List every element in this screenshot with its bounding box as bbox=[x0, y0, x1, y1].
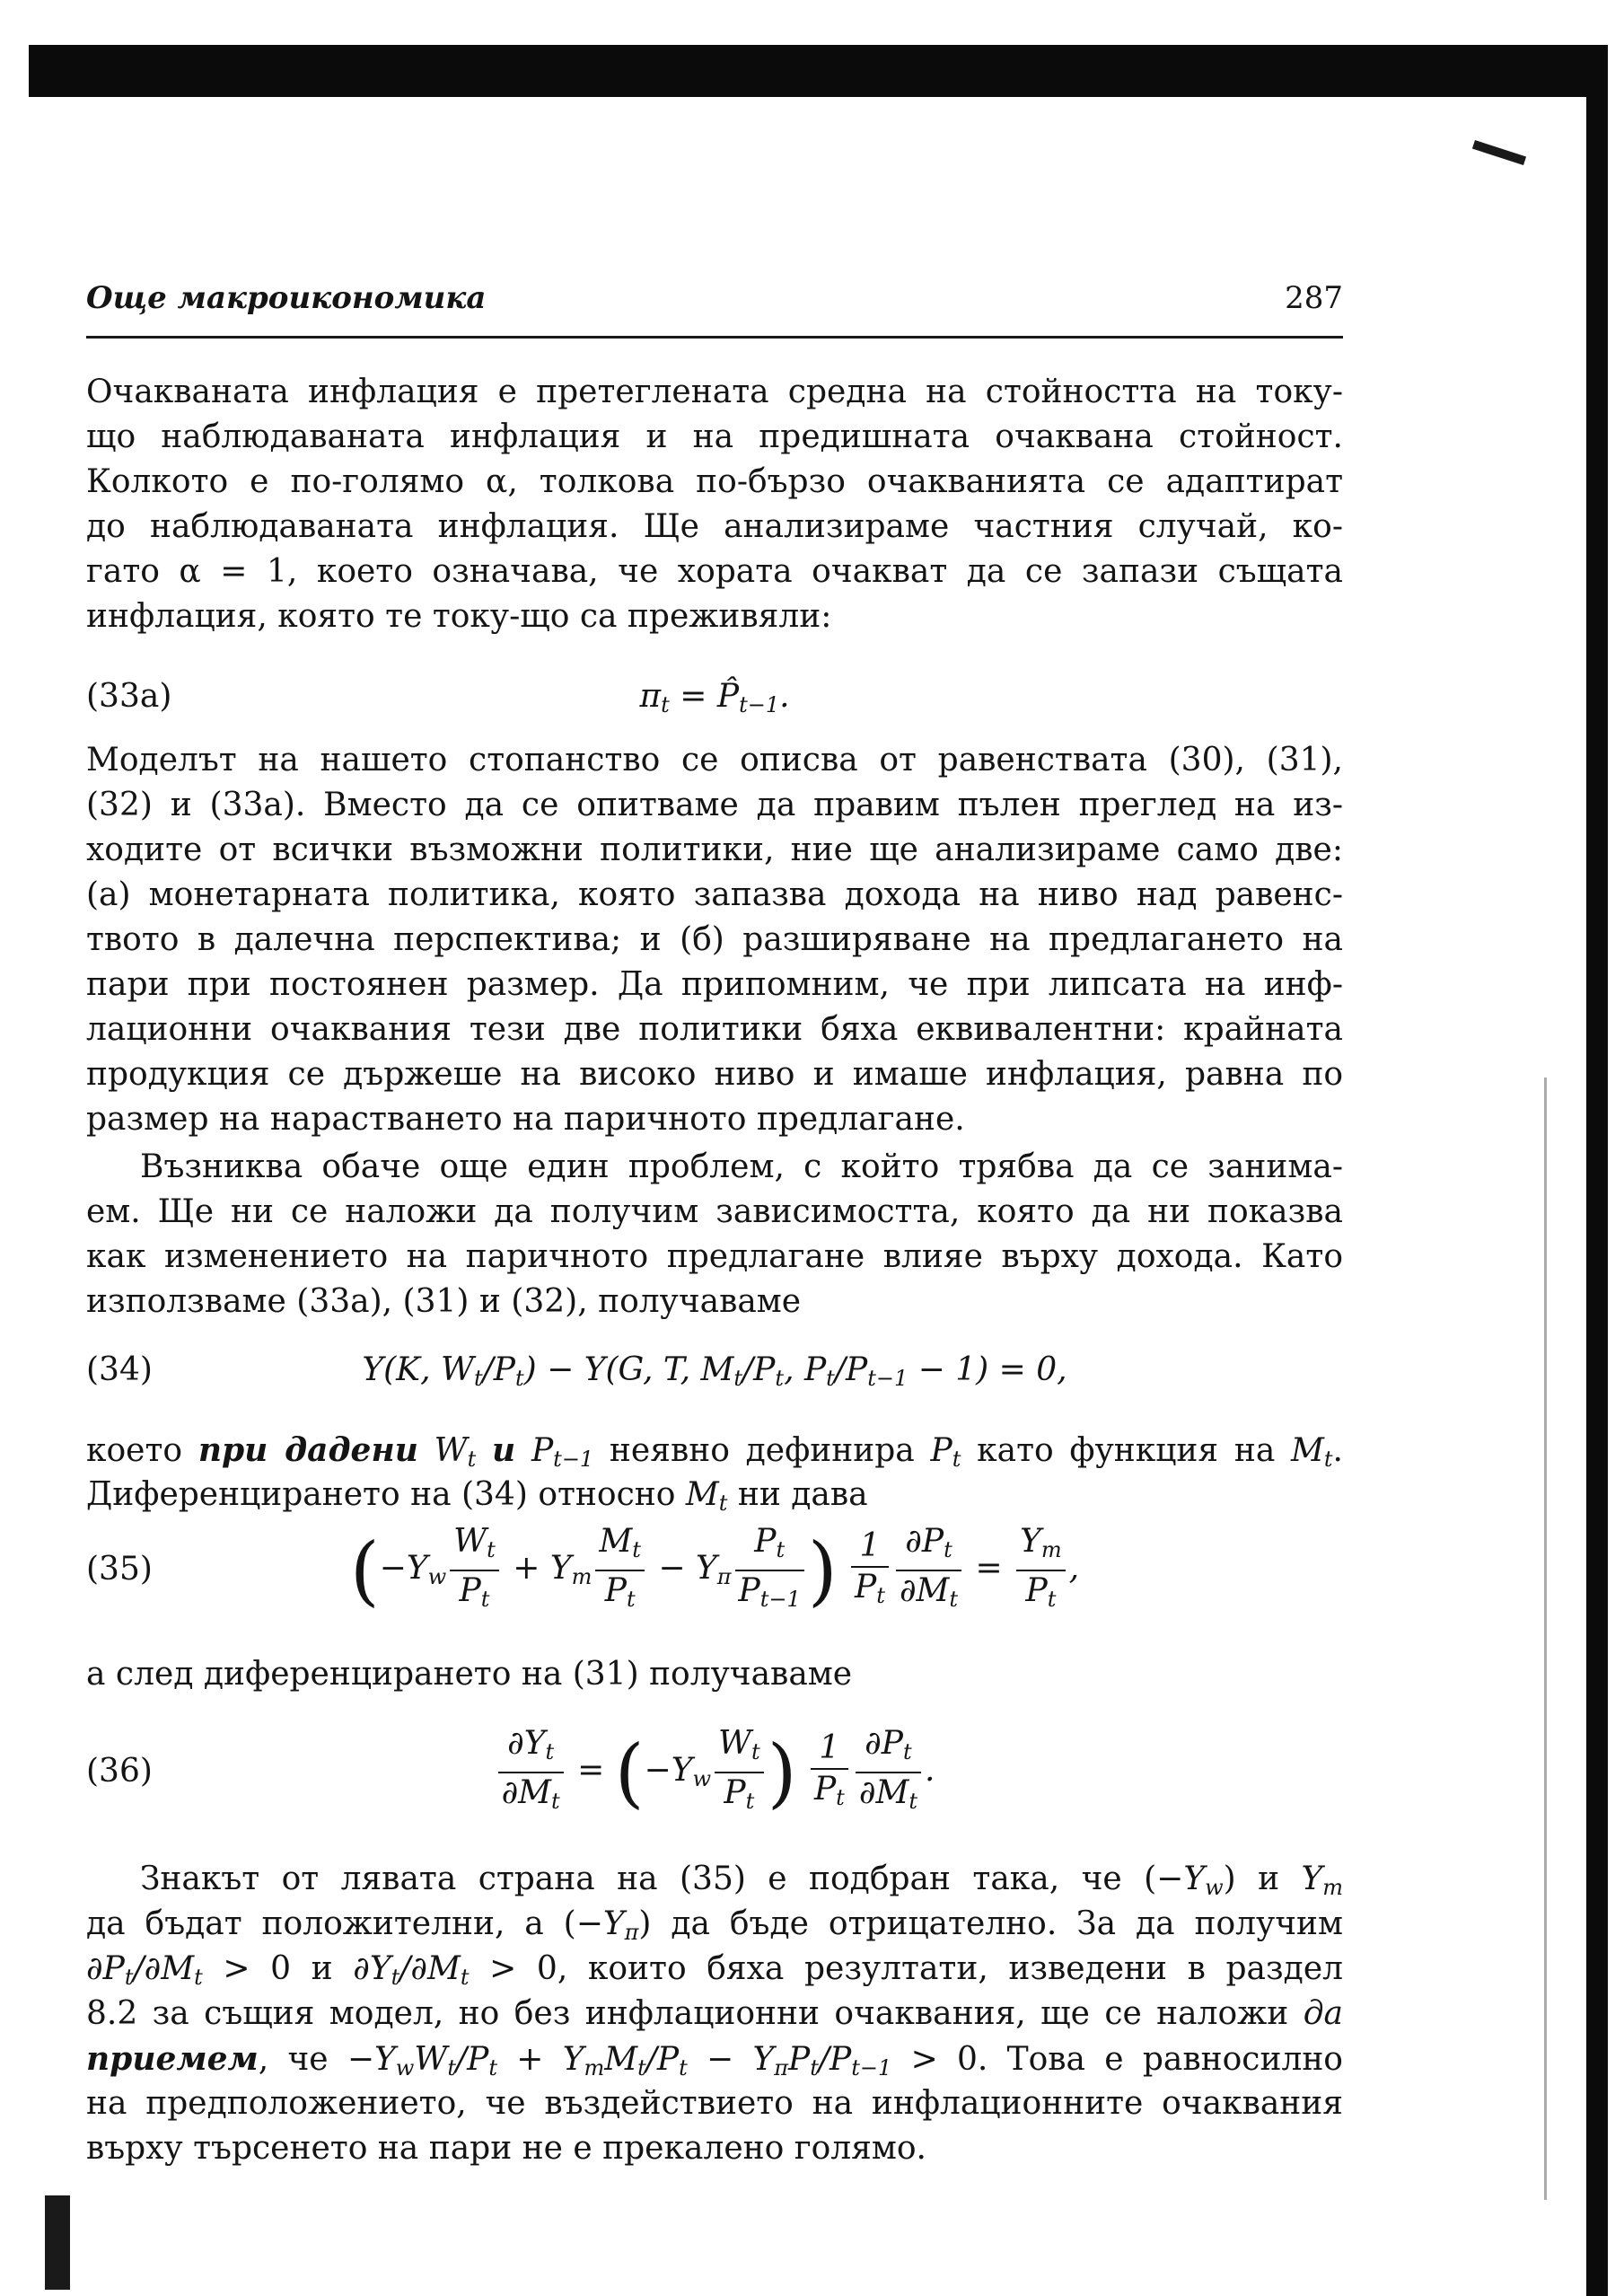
equation-36 bbox=[86, 1724, 1343, 1823]
text-line: гато α = 1, което означава, че хората очакват да се запази същата bbox=[86, 553, 1343, 590]
text-line: на предположението, че въздействието на инфлационните очаквания bbox=[86, 2085, 1343, 2122]
text-line: размер на нарастването на паричното предлагане. bbox=[86, 1101, 965, 1138]
paragraph-4 bbox=[86, 1428, 1343, 1517]
text-line: до наблюдаваната инфлация. Ще анализираме частния случай, ко- bbox=[86, 508, 1343, 545]
text-line: Диференцирането на (34) относно $M_t$ ни дава bbox=[86, 1476, 868, 1516]
text-line: Моделът на нашето стопанство се описва от равенствата (30), (31), bbox=[86, 742, 1343, 779]
text-line: да бъдат положителни, а $(-Y_\pi)$ да бъде отрицателно. За да получим bbox=[86, 1905, 1343, 1945]
equation-label: (35) bbox=[86, 1551, 153, 1588]
header-rule bbox=[86, 336, 1343, 339]
text-line: приемем, че $-Y_wW_t/P_t + Y_mM_t/P_t - Y_\pi P_t/P_{t-1} > 0$. Това е равносилно bbox=[86, 2040, 1343, 2080]
text-line: ходите от всички възможни политики, ние ще анализираме само две: bbox=[86, 831, 1343, 868]
running-head bbox=[86, 280, 1343, 325]
scan-mark-bottom-left bbox=[45, 2195, 70, 2290]
paragraph-3 bbox=[86, 1145, 1343, 1324]
text-line: Очакваната инфлация е претеглената средна на стойността на току- bbox=[86, 374, 1343, 410]
text-line: продукция се държеше на високо ниво и имаше инфлация, равна по bbox=[86, 1056, 1343, 1093]
text-line: (32) и (33a). Вместо да се опитваме да правим пълен преглед на из- bbox=[86, 787, 1343, 823]
text-line: инфлация, която те току-що са преживяли: bbox=[86, 598, 832, 635]
equation-body: Y(K, $W_t/P_t) - Y(G$, T, $M_t/P_t$, $P_t/P_{t-1} - 1) = 0$, bbox=[362, 1351, 1067, 1391]
text-line: твото в далечна перспектива; и (б) разширяване на предлагането на bbox=[86, 921, 1343, 958]
text-line: как изменението на паричното предлагане влияе върху дохода. Като bbox=[86, 1238, 1343, 1275]
text-line: Знакът от лявата страна на (35) е подбран така, че $(-Y_w)$ и $Y_m$ bbox=[140, 1861, 1343, 1900]
running-title: Още макроикономика bbox=[86, 280, 487, 316]
paragraph-2 bbox=[86, 738, 1343, 1142]
scan-mark-top-right bbox=[1472, 140, 1526, 165]
text-line: що наблюдаваната инфлация и на предишната очаквана стойност. bbox=[86, 418, 1343, 455]
text-line: (a) монетарната политика, която запазва дохода на ниво над равенс- bbox=[86, 876, 1343, 913]
text-line: а след диференцирането на (31) получаваме bbox=[86, 1656, 853, 1693]
equation-33a bbox=[86, 678, 1343, 732]
equation-body: $\pi_t$ = $P̂_{t-1}$. bbox=[639, 678, 790, 717]
text-line: пари при постоянен размер. Да припомним, че при липсата на инф- bbox=[86, 966, 1343, 1003]
equation-34 bbox=[86, 1351, 1343, 1405]
equation-label: (33a) bbox=[86, 678, 172, 715]
scan-dust-right bbox=[1544, 1078, 1547, 2200]
paragraph-6 bbox=[86, 1857, 1343, 2171]
equation-35 bbox=[86, 1522, 1343, 1621]
page-number: 287 bbox=[1285, 280, 1343, 316]
scan-border-right bbox=[1586, 45, 1608, 2296]
paragraph-5 bbox=[86, 1652, 1343, 1697]
text-line: ем. Ще ни се наложи да получим зависимостта, която да ни показва bbox=[86, 1193, 1343, 1230]
equation-body: ($-Y_w$ $\frac{W_t}{P_t}$ + $Y_m$ $\frac{M_t}{P_t}$ − $Y_\pi$ $\frac{P_t}{P_{t-1}}$ ) $\frac{1}{P_t}$ $\frac{\partial P_t}{\partial M_t}$ = $\frac{Y_m}{P_t}$ , bbox=[349, 1523, 1080, 1614]
text-line: $\partial P_t/\partial M_t > 0$ и $\partial Y_t/\partial M_t > 0$, които бяха резултати, изведени в раздел bbox=[86, 1950, 1343, 1990]
text-line: Колкото е по-голямо α, толкова по-бързо очакванията се адаптират bbox=[86, 463, 1343, 500]
text-line: използваме (33a), (31) и (32), получаваме bbox=[86, 1283, 802, 1320]
equation-label: (34) bbox=[86, 1351, 153, 1388]
scan-border-top bbox=[29, 45, 1586, 97]
text-line: 8.2 за същия модел, но без инфлационни очаквания, ще се наложи да bbox=[86, 1995, 1343, 2032]
text-line: което при дадени $W_t$ и $P_{t-1}$ неявно дефинира $P_t$ като функция на $M_t$. bbox=[86, 1431, 1343, 1472]
text-line: върху търсенето на пари не е прекалено голямо. bbox=[86, 2130, 926, 2167]
equation-label: (36) bbox=[86, 1753, 153, 1790]
text-line: Възниква обаче още един проблем, с който трябва да се занима- bbox=[140, 1148, 1343, 1185]
paragraph-1 bbox=[86, 370, 1343, 639]
text-line: лационни очаквания тези две политики бяха еквивалентни: крайната bbox=[86, 1011, 1343, 1048]
equation-body: $\frac{\partial Y_t}{\partial M_t}$ = ($-Y_w$ $\frac{W_t}{P_t}$ ) $\frac{1}{P_t}$ $\frac{\partial P_t}{\partial M_t}$ . bbox=[86, 1724, 1343, 1821]
